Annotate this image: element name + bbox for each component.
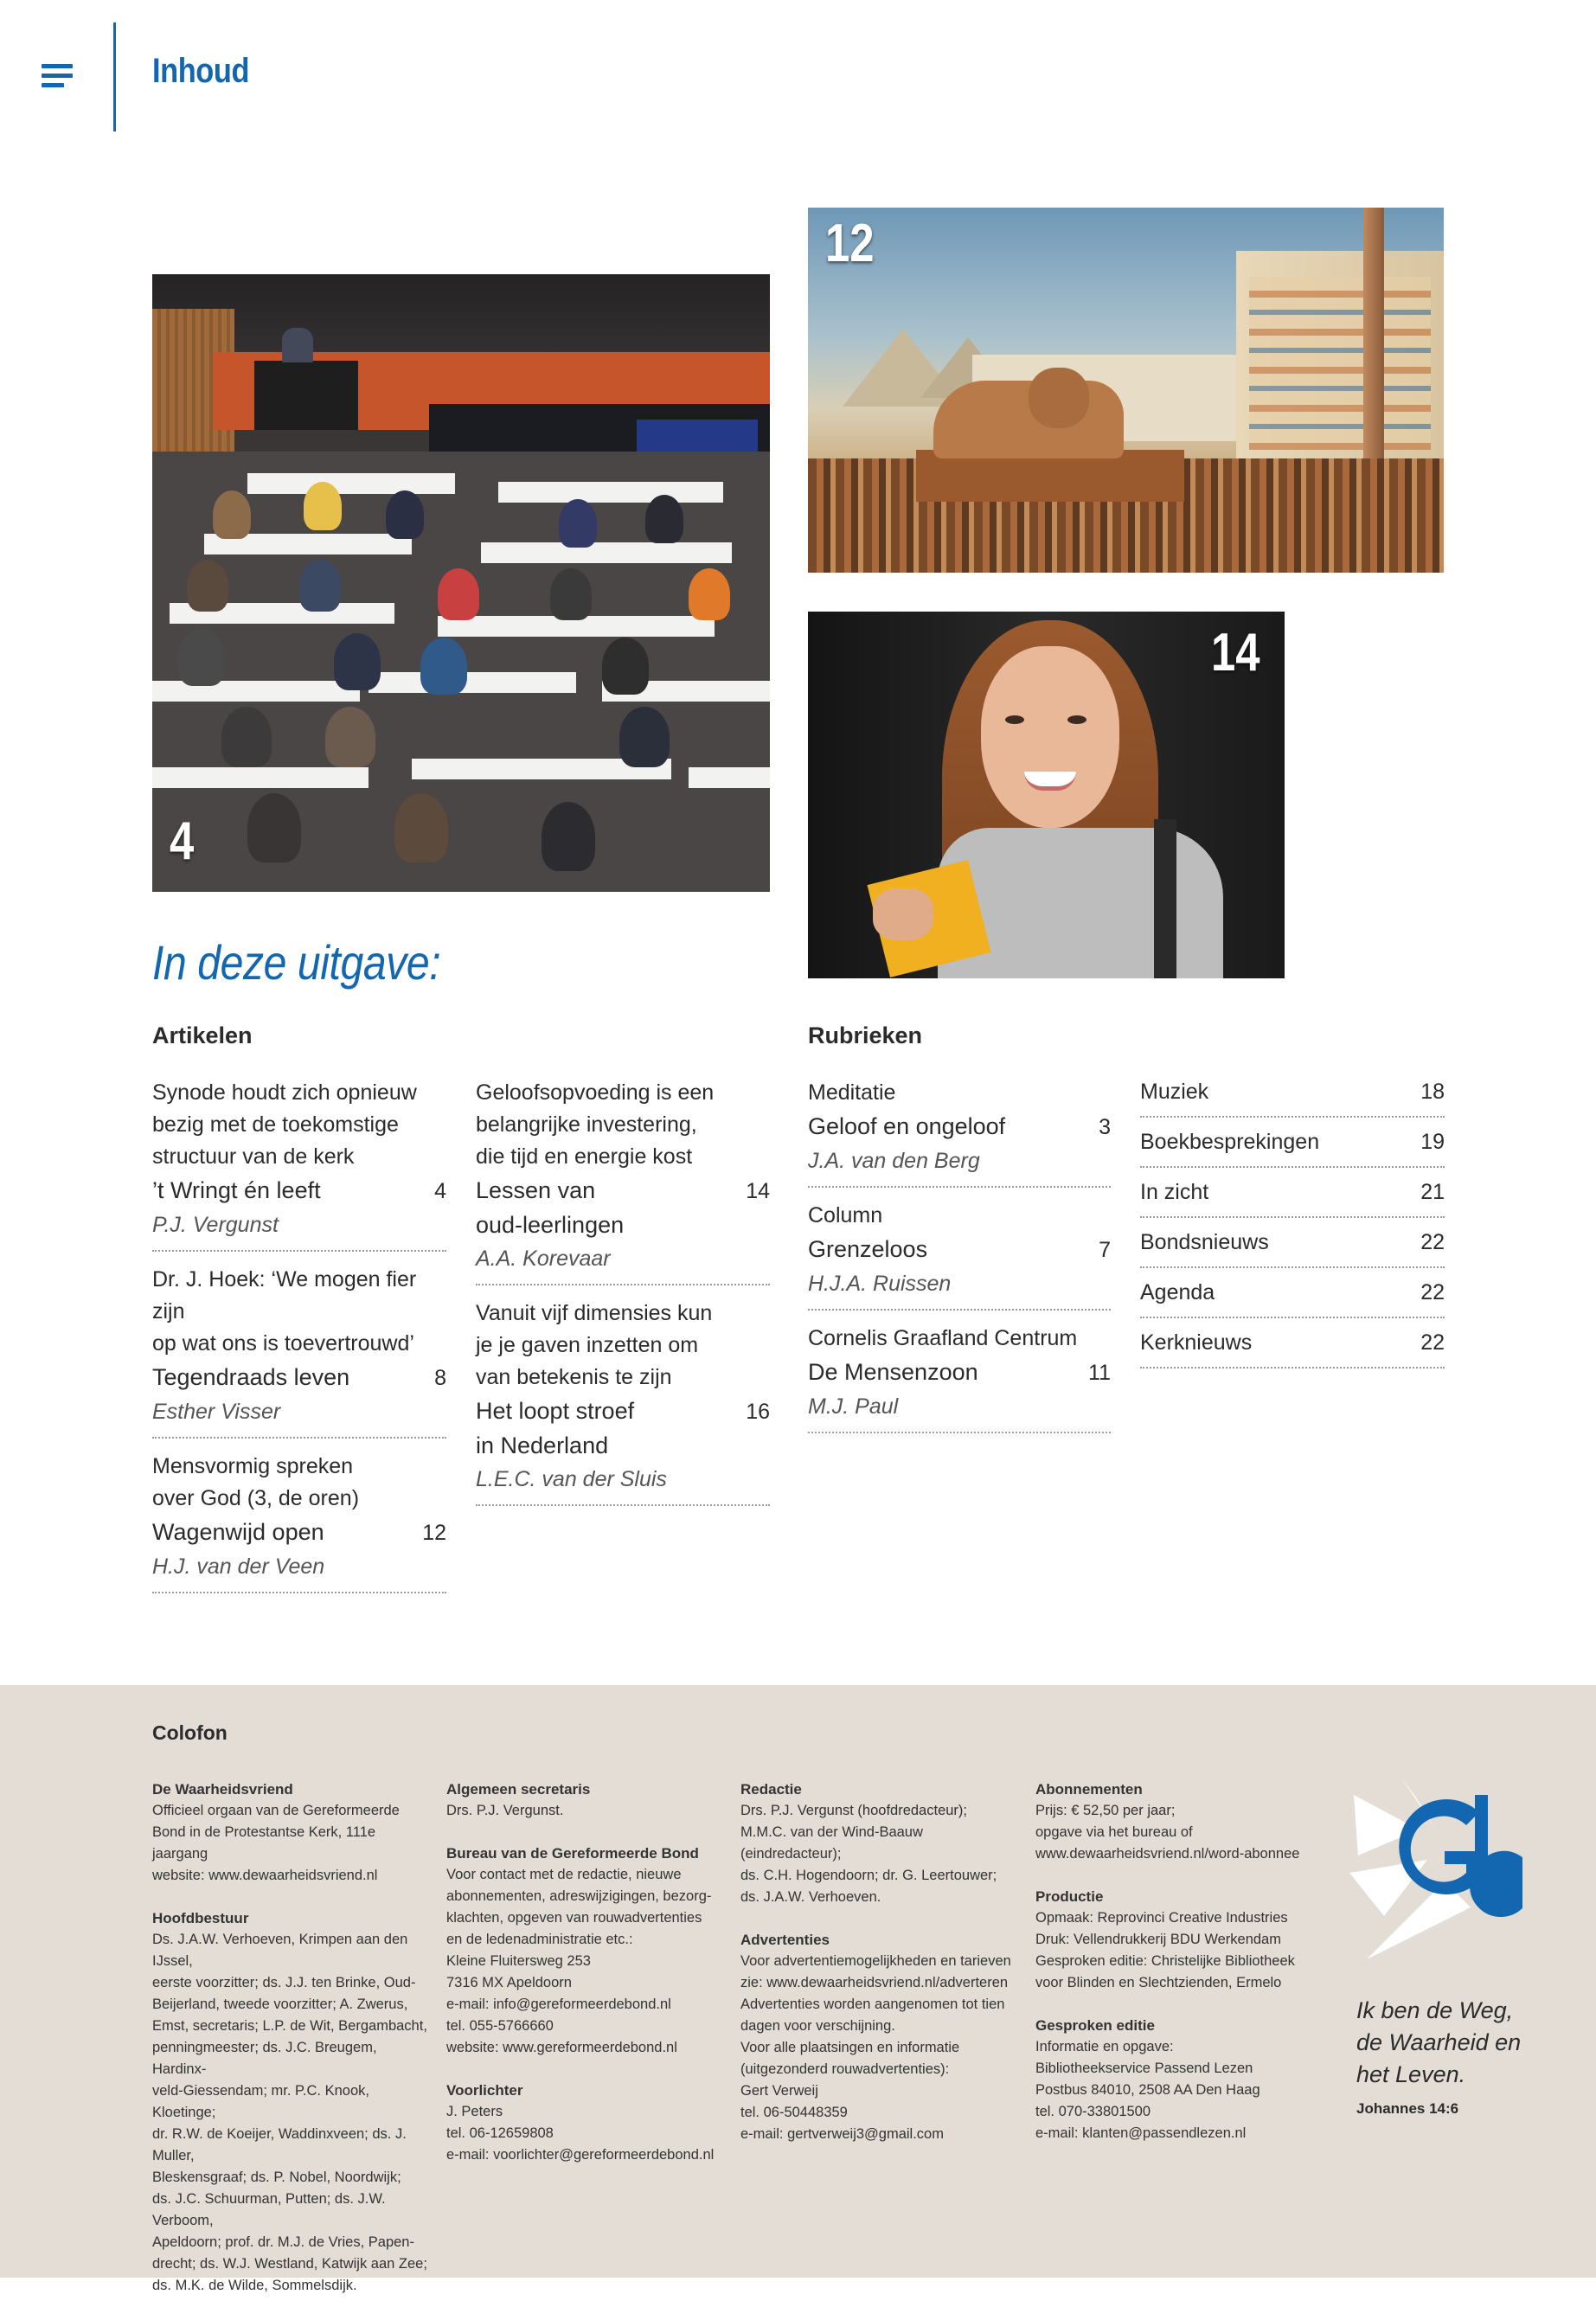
colofon-block-heading: De Waarheidsvriend [152, 1781, 293, 1798]
toc-entry-author: M.J. Paul [808, 1394, 899, 1419]
toc-entry-title: De Mensenzoon [808, 1359, 978, 1385]
header-divider [113, 22, 116, 131]
toc-entry-title: Tegendraads leven [152, 1364, 350, 1390]
rubriek-label: Bondsnieuws [1140, 1230, 1269, 1254]
articles-heading: Artikelen [152, 1022, 253, 1048]
toc-entry-author: A.A. Korevaar [476, 1247, 611, 1271]
toc-entry-page: 7 [1099, 1238, 1111, 1262]
rubrieken-heading: Rubrieken [808, 1022, 923, 1048]
toc-entry[interactable] [476, 1298, 770, 1506]
toc-entry-intro: Cornelis Graafland Centrum [808, 1326, 1078, 1350]
student-photo[interactable] [808, 612, 1285, 978]
rubriek-page: 22 [1420, 1330, 1445, 1355]
colofon-block-heading: Advertenties [740, 1932, 830, 1948]
toc-entry-title-row [808, 1109, 1111, 1144]
toc-entry[interactable] [152, 1451, 446, 1593]
rubriek-entry[interactable] [1140, 1218, 1445, 1268]
rubriek-page: 22 [1420, 1230, 1445, 1254]
rubriek-page: 18 [1420, 1080, 1445, 1104]
toc-entry-page: 14 [746, 1179, 770, 1203]
toc-entry-author: J.A. van den Berg [808, 1149, 980, 1173]
toc-entry-intro: Meditatie [808, 1080, 896, 1105]
toc-entry-author: Esther Visser [152, 1400, 281, 1424]
page-header [0, 0, 1596, 138]
toc-entry-title-row [152, 1515, 446, 1550]
rubriek-entry[interactable] [1140, 1318, 1445, 1368]
colofon-block-text: Voor contact met de redactie, nieuwe abonnementen, adreswijzigingen, bezorg- klachten, opgeven van rouwadvertenties en de ledenadministratie etc.: Kleine Fluitersweg 253 7316 MX Apeldoorn e-mail: info@gereformeerdebond.nl tel. 055-5766660 website: www.gereformeerdebond.nl [446, 1867, 712, 2055]
toc-entry-title-row [476, 1394, 770, 1463]
toc-entry[interactable] [152, 1264, 446, 1439]
toc-entry-title: ’t Wringt én leeft [152, 1177, 321, 1203]
page-title: Inhoud [152, 52, 250, 90]
rubriek-page: 21 [1420, 1180, 1445, 1204]
bible-quote: Ik ben de Weg, de Waarheid en het Leven. [1356, 1997, 1522, 2087]
toc-entry-page: 12 [422, 1521, 446, 1545]
toc-entry-page: 3 [1099, 1115, 1111, 1139]
toc-entry-title: Lessen van oud-leerlingen [476, 1177, 625, 1238]
toc-entry-intro: Vanuit vijf dimensies kun je je gaven inzetten om van betekenis te zijn [476, 1301, 713, 1389]
toc-entry-intro: Mensvormig spreken over God (3, de oren) [152, 1454, 360, 1510]
toc-entry[interactable] [808, 1200, 1111, 1311]
toc-entry[interactable] [808, 1077, 1111, 1188]
toc-entry-intro: Column [808, 1203, 883, 1227]
toc-entry-page: 4 [434, 1179, 446, 1203]
colofon-block-heading: Voorlichter [446, 2082, 523, 2099]
colofon-block-text: Drs. P.J. Vergunst. [446, 1803, 564, 1818]
rubriek-label: Agenda [1140, 1280, 1215, 1304]
colofon-block-heading: Productie [1035, 1888, 1104, 1905]
colofon-block-text: Ds. J.A.W. Verhoeven, Krimpen aan den IJssel, eerste voorzitter; ds. J.J. ten Brinke, Oud- Beijerland, tweede voorzitter; A. Zwerus, Emst, secretaris; L.P. de Wit, Bergambacht, penningmeester; ds. J.C. Breugem, Hardinx- veld-Giessendam; mr. P.C. Knook, Kloetinge; dr. R.W. de Koeijer, Waddinxveen; ds. J. Muller, Bleskensgraaf; ds. P. Nobel, Noordwijk; ds. J.C. Schuurman, Putten; ds. J.W. Verboom, Apeldoorn; prof. dr. M.J. de Vries, Papen- drecht; ds. W.J. Westland, Katwijk aan Zee; ds. M.K. de Wilde, Sommelsdijk. [152, 1932, 427, 2293]
toc-entry-title-row [808, 1232, 1111, 1267]
toc-entry-intro: Dr. J. Hoek: ‘We mogen fier zijn op wat ons is toevertrouwd’ [152, 1267, 417, 1356]
colofon-block-text: Informatie en opgave: Bibliotheekservice Passend Lezen Postbus 84010, 2508 AA Den Haag tel. 070-33801500 e-mail: klanten@passendlezen.nl [1035, 2039, 1260, 2141]
toc-entry-title: Het loopt stroef in Nederland [476, 1398, 635, 1458]
page-number-badge: 12 [825, 214, 875, 273]
page-number-badge: 14 [1211, 623, 1260, 683]
hamburger-menu-icon[interactable] [42, 64, 73, 88]
rubrieken-column-1 [808, 1077, 1111, 1445]
colofon-block-heading: Abonnementen [1035, 1781, 1143, 1798]
colofon-title: Colofon [152, 1721, 228, 1744]
toc-entry-title: Wagenwijd open [152, 1519, 324, 1545]
toc-entry-author: L.E.C. van der Sluis [476, 1467, 667, 1491]
page-number-badge: 4 [170, 811, 195, 871]
toc-entry-title: Grenzeloos [808, 1236, 928, 1262]
rubriek-label: Kerknieuws [1140, 1330, 1253, 1355]
colofon-block-text: J. Peters tel. 06-12659808 e-mail: voorlichter@gereformeerdebond.nl [446, 2104, 715, 2163]
colofon-block-text: Opmaak: Reprovinci Creative Industries Druk: Vellendrukkerij BDU Werkendam Gesproken editie: Christelijke Bibliotheek voor Blinden en Slechtzienden, Ermelo [1035, 1910, 1295, 1990]
colofon-column-4 [1035, 1779, 1317, 2144]
toc-entry-page: 16 [746, 1400, 770, 1424]
toc-entry-title-row [476, 1173, 770, 1242]
rubrieken-column-2 [1140, 1067, 1445, 1368]
toc-entry-intro: Geloofsopvoeding is een belangrijke investering, die tijd en energie kost [476, 1080, 715, 1169]
colofon-column-1 [152, 1779, 433, 2297]
toc-entry-title-row [152, 1360, 446, 1395]
toc-entry-page: 11 [1088, 1361, 1111, 1385]
rubriek-label: Muziek [1140, 1080, 1209, 1104]
toc-entry-page: 8 [434, 1366, 446, 1390]
rubriek-entry[interactable] [1140, 1268, 1445, 1318]
toc-entry-title-row [152, 1173, 446, 1208]
rubriek-entry[interactable] [1140, 1168, 1445, 1218]
colofon-block-text: Drs. P.J. Vergunst (hoofdredacteur); M.M.C. van der Wind-Baauw (eindredacteur); ds. C.H. Hogendoorn; dr. G. Leertouwer; ds. J.A.W. Verhoeven. [740, 1803, 997, 1905]
colofon-block-heading: Hoofdbestuur [152, 1910, 249, 1926]
toc-entry-author: P.J. Vergunst [152, 1213, 279, 1237]
issue-title: In deze uitgave: [152, 935, 441, 990]
rubriek-label: Boekbesprekingen [1140, 1130, 1320, 1154]
toc-entry-intro: Synode houdt zich opnieuw bezig met de toekomstige structuur van de kerk [152, 1080, 417, 1169]
toc-entry-author: H.J. van der Veen [152, 1554, 325, 1579]
toc-entry[interactable] [152, 1077, 446, 1252]
toc-entry[interactable] [476, 1077, 770, 1285]
colofon-block-text: Officieel orgaan van de Gereformeerde Bond in de Protestantse Kerk, 111e jaargang website: www.dewaarheidsvriend.nl [152, 1803, 400, 1883]
colofon-block-heading: Algemeen secretaris [446, 1781, 591, 1798]
rubriek-entry[interactable] [1140, 1067, 1445, 1118]
rubriek-label: In zicht [1140, 1180, 1209, 1204]
rubriek-page: 19 [1420, 1130, 1445, 1154]
colofon-block-heading: Bureau van de Gereformeerde Bond [446, 1845, 699, 1862]
synod-photo[interactable] [152, 274, 770, 892]
toc-entry-author: H.J.A. Ruissen [808, 1272, 952, 1296]
toc-entry-title-row [808, 1355, 1111, 1390]
articles-column-1 [152, 1077, 446, 1606]
colofon-section [0, 1685, 1596, 2293]
rubriek-page: 22 [1420, 1280, 1445, 1304]
rubriek-entry[interactable] [1140, 1118, 1445, 1168]
articles-column-2 [476, 1077, 770, 1518]
colofon-block-text: Prijs: € 52,50 per jaar; opgave via het bureau of www.dewaarheidsvriend.nl/word-abonnee [1035, 1803, 1300, 1862]
toc-entry[interactable] [808, 1323, 1111, 1433]
colofon-block-heading: Redactie [740, 1781, 802, 1798]
colofon-column-2 [446, 1779, 727, 2166]
colofon-column-3 [740, 1779, 1022, 2145]
gereformeerde-bond-logo [1349, 1778, 1522, 1977]
toc-entry-title: Geloof en ongeloof [808, 1113, 1006, 1139]
colofon-block-heading: Gesproken editie [1035, 2017, 1155, 2034]
colofon-block-text: Voor advertentiemogelijkheden en tarieven zie: www.dewaarheidsvriend.nl/adverteren Advertenties worden aangenomen tot tien dagen voor verschijning. Voor alle plaatsingen en informatie (uitgezonderd rouwadvertenties): Gert Verweij tel. 06-50448359 e-mail: gertverweij3@gmail.com [740, 1953, 1011, 2142]
egypt-painting-photo[interactable] [808, 208, 1444, 573]
bible-quote-reference: Johannes 14:6 [1356, 2100, 1459, 2117]
